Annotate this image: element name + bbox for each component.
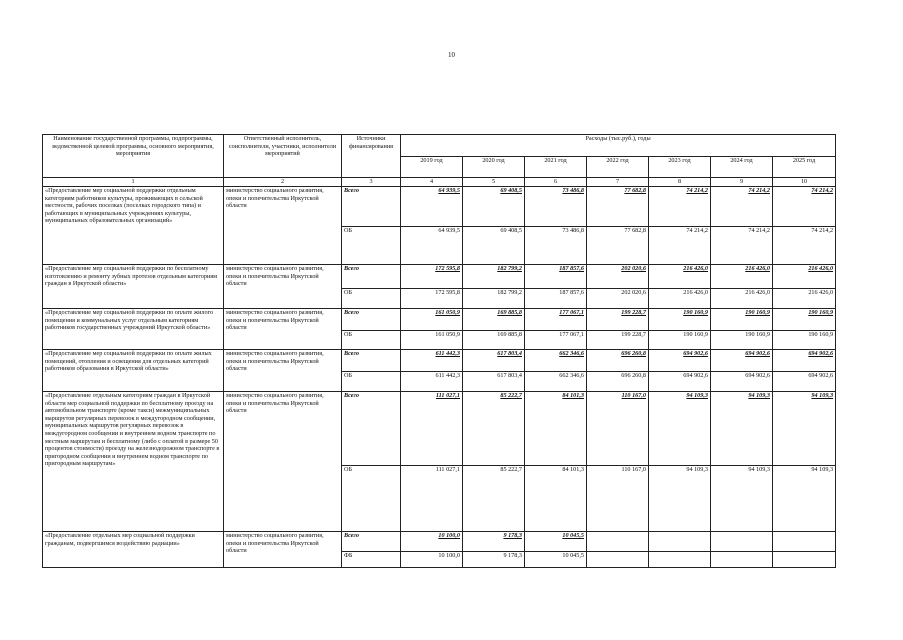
source-label: ФБ xyxy=(342,552,401,568)
total-value xyxy=(773,532,836,552)
column-number: 5 xyxy=(463,178,525,187)
measure-name: «Предоставление мер социальной поддержки отдельным категориям работников культуры, проживающих в сельской местности, рабочих поселках (поселках городского типа) и работающих в муниципальных учреждениях культуры, муниципальных образовательных организаций» xyxy=(43,187,224,265)
column-number: 2 xyxy=(224,178,342,187)
source-value xyxy=(711,552,773,568)
measure-name: «Предоставление отдельным категориям граждан в Иркутской области мер социальной поддержки по бесплатному проезду на автомобильном транспорте (кроме такси) межмуниципальных маршрутов регулярных перевозок в междугородном сообщении, муниципальных маршрутов регулярных перевозок в междугородном сообщении и внутреннем водном транспорте по местным маршрутам и бесплатному (либо с оплатой в размере 50 процентов стоимости) проезду на железнодорожном транспорте в пригородном сообщении и внутреннем водном транспорте по пригородным маршрутам» xyxy=(43,392,224,532)
expenses-table xyxy=(42,134,836,568)
executor: министерство социального развития, опеки и попечительства Иркутской области xyxy=(224,392,342,532)
source-value: 199 228,7 xyxy=(587,331,649,350)
column-number: 8 xyxy=(649,178,711,187)
header-name: Наименование государственной программы, подпрограммы, ведомственной целевой программы, основного мероприятия, мероприятия xyxy=(43,135,224,178)
total-value: 694 902,6 xyxy=(649,350,711,372)
table-row xyxy=(43,392,836,466)
total-value xyxy=(587,532,649,552)
header-year: 2021 год xyxy=(525,157,587,178)
total-label: Всего xyxy=(342,532,401,552)
source-value: 216 426,0 xyxy=(711,289,773,309)
total-value: 694 902,6 xyxy=(773,350,836,372)
source-value: 94 109,3 xyxy=(773,466,836,532)
source-value: 662 346,6 xyxy=(525,372,587,392)
total-value: 187 857,6 xyxy=(525,265,587,289)
source-value xyxy=(587,552,649,568)
table-row xyxy=(43,532,836,552)
total-value: 85 222,7 xyxy=(463,392,525,466)
table-row xyxy=(43,265,836,289)
total-value: 94 109,3 xyxy=(649,392,711,466)
source-value: 694 902,6 xyxy=(711,372,773,392)
measure-name: «Предоставление мер социальной поддержки по бесплатному изготовлению и ремонту зубных протезов отдельным категориям граждан в Иркутской области» xyxy=(43,265,224,309)
source-value: 94 109,3 xyxy=(649,466,711,532)
total-value: 202 020,6 xyxy=(587,265,649,289)
source-value: 77 682,8 xyxy=(587,227,649,265)
source-value: 74 214,2 xyxy=(773,227,836,265)
header-executor: Ответственный исполнитель, соисполнители, участники, исполнители мероприятий xyxy=(224,135,342,178)
total-value: 74 214,2 xyxy=(711,187,773,227)
total-label: Всего xyxy=(342,265,401,289)
total-value: 611 442,3 xyxy=(401,350,463,372)
source-value: 694 902,6 xyxy=(649,372,711,392)
source-value: 10 045,5 xyxy=(525,552,587,568)
source-value: 69 408,5 xyxy=(463,227,525,265)
source-label: ОБ xyxy=(342,289,401,309)
table-row xyxy=(43,350,836,372)
source-value: 74 214,2 xyxy=(711,227,773,265)
table-row xyxy=(43,187,836,227)
executor: министерство социального развития, опеки и попечительства Иркутской области xyxy=(224,187,342,265)
executor: министерство социального развития, опеки и попечительства Иркутской области xyxy=(224,350,342,392)
total-value xyxy=(711,532,773,552)
source-value: 110 167,0 xyxy=(587,466,649,532)
column-number: 4 xyxy=(401,178,463,187)
header-year: 2024 год xyxy=(711,157,773,178)
column-number: 6 xyxy=(525,178,587,187)
source-value: 111 027,1 xyxy=(401,466,463,532)
total-value: 694 902,6 xyxy=(711,350,773,372)
column-number: 1 xyxy=(43,178,224,187)
table-row xyxy=(43,309,836,331)
header-expenses: Расходы (тыс.руб.), годы xyxy=(401,135,836,157)
total-value: 77 682,8 xyxy=(587,187,649,227)
executor: министерство социального развития, опеки и попечительства Иркутской области xyxy=(224,309,342,350)
source-value: 94 109,3 xyxy=(711,466,773,532)
source-value: 611 442,3 xyxy=(401,372,463,392)
total-value: 10 100,0 xyxy=(401,532,463,552)
source-value: 182 799,2 xyxy=(463,289,525,309)
column-number: 9 xyxy=(711,178,773,187)
total-label: Всего xyxy=(342,187,401,227)
source-value: 190 160,9 xyxy=(649,331,711,350)
source-value xyxy=(773,552,836,568)
total-value: 172 595,8 xyxy=(401,265,463,289)
total-value: 216 426,0 xyxy=(711,265,773,289)
total-value: 190 160,9 xyxy=(773,309,836,331)
total-value: 84 101,3 xyxy=(525,392,587,466)
source-value: 190 160,9 xyxy=(773,331,836,350)
source-value: 85 222,7 xyxy=(463,466,525,532)
total-value: 190 160,9 xyxy=(649,309,711,331)
total-value: 74 214,2 xyxy=(773,187,836,227)
source-label: ОБ xyxy=(342,372,401,392)
total-value: 110 167,0 xyxy=(587,392,649,466)
source-value: 64 939,5 xyxy=(401,227,463,265)
source-label: ОБ xyxy=(342,466,401,532)
source-label: ОБ xyxy=(342,331,401,350)
column-number: 10 xyxy=(773,178,836,187)
total-value: 94 109,3 xyxy=(711,392,773,466)
total-value: 9 178,3 xyxy=(463,532,525,552)
header-year: 2023 год xyxy=(649,157,711,178)
total-label: Всего xyxy=(342,350,401,372)
executor: министерство социального развития, опеки и попечительства Иркутской области xyxy=(224,532,342,568)
measure-name: «Предоставление мер социальной поддержки по оплате жилых помещений, отопления и освещения для отдельных категорий работников образования в Иркутской области» xyxy=(43,350,224,392)
total-value: 190 160,9 xyxy=(711,309,773,331)
total-value: 662 346,6 xyxy=(525,350,587,372)
total-value: 182 799,2 xyxy=(463,265,525,289)
total-value: 74 214,2 xyxy=(649,187,711,227)
total-value: 10 045,5 xyxy=(525,532,587,552)
header-source: Источники финансирования xyxy=(342,135,401,178)
source-value: 84 101,3 xyxy=(525,466,587,532)
total-value xyxy=(649,532,711,552)
source-value xyxy=(649,552,711,568)
header-year: 2022 год xyxy=(587,157,649,178)
header-year: 2020 год xyxy=(463,157,525,178)
measure-name: «Предоставление мер социальной поддержки по оплате жилого помещения и коммунальных услуг отдельным категориям работников государственных учреждений Иркутской области» xyxy=(43,309,224,350)
total-value: 696 260,8 xyxy=(587,350,649,372)
source-value: 10 100,0 xyxy=(401,552,463,568)
column-number: 3 xyxy=(342,178,401,187)
total-value: 64 939,5 xyxy=(401,187,463,227)
source-value: 73 486,8 xyxy=(525,227,587,265)
total-value: 216 426,0 xyxy=(773,265,836,289)
source-value: 696 260,8 xyxy=(587,372,649,392)
total-value: 617 803,4 xyxy=(463,350,525,372)
total-value: 177 067,1 xyxy=(525,309,587,331)
total-label: Всего xyxy=(342,309,401,331)
source-value: 9 178,3 xyxy=(463,552,525,568)
source-value: 172 595,8 xyxy=(401,289,463,309)
column-number: 7 xyxy=(587,178,649,187)
executor: министерство социального развития, опеки и попечительства Иркутской области xyxy=(224,265,342,309)
header-year: 2019 год xyxy=(401,157,463,178)
source-value: 74 214,2 xyxy=(649,227,711,265)
measure-name: «Предоставление отдельных мер социальной поддержки гражданам, подвергшимся воздействию радиации» xyxy=(43,532,224,568)
source-value: 617 803,4 xyxy=(463,372,525,392)
source-value: 202 020,6 xyxy=(587,289,649,309)
header-year: 2025 год xyxy=(773,157,836,178)
total-value: 216 426,0 xyxy=(649,265,711,289)
total-value: 169 885,8 xyxy=(463,309,525,331)
total-value: 94 109,3 xyxy=(773,392,836,466)
source-value: 694 902,6 xyxy=(773,372,836,392)
source-value: 161 050,9 xyxy=(401,331,463,350)
source-value: 187 857,6 xyxy=(525,289,587,309)
source-value: 216 426,0 xyxy=(773,289,836,309)
total-value: 199 228,7 xyxy=(587,309,649,331)
total-value: 111 027,1 xyxy=(401,392,463,466)
source-value: 169 885,8 xyxy=(463,331,525,350)
total-value: 69 408,5 xyxy=(463,187,525,227)
total-value: 73 486,8 xyxy=(525,187,587,227)
page-number: 10 xyxy=(448,51,455,59)
source-value: 190 160,9 xyxy=(711,331,773,350)
source-value: 216 426,0 xyxy=(649,289,711,309)
total-label: Всего xyxy=(342,392,401,466)
source-label: ОБ xyxy=(342,227,401,265)
total-value: 161 050,9 xyxy=(401,309,463,331)
source-value: 177 067,1 xyxy=(525,331,587,350)
